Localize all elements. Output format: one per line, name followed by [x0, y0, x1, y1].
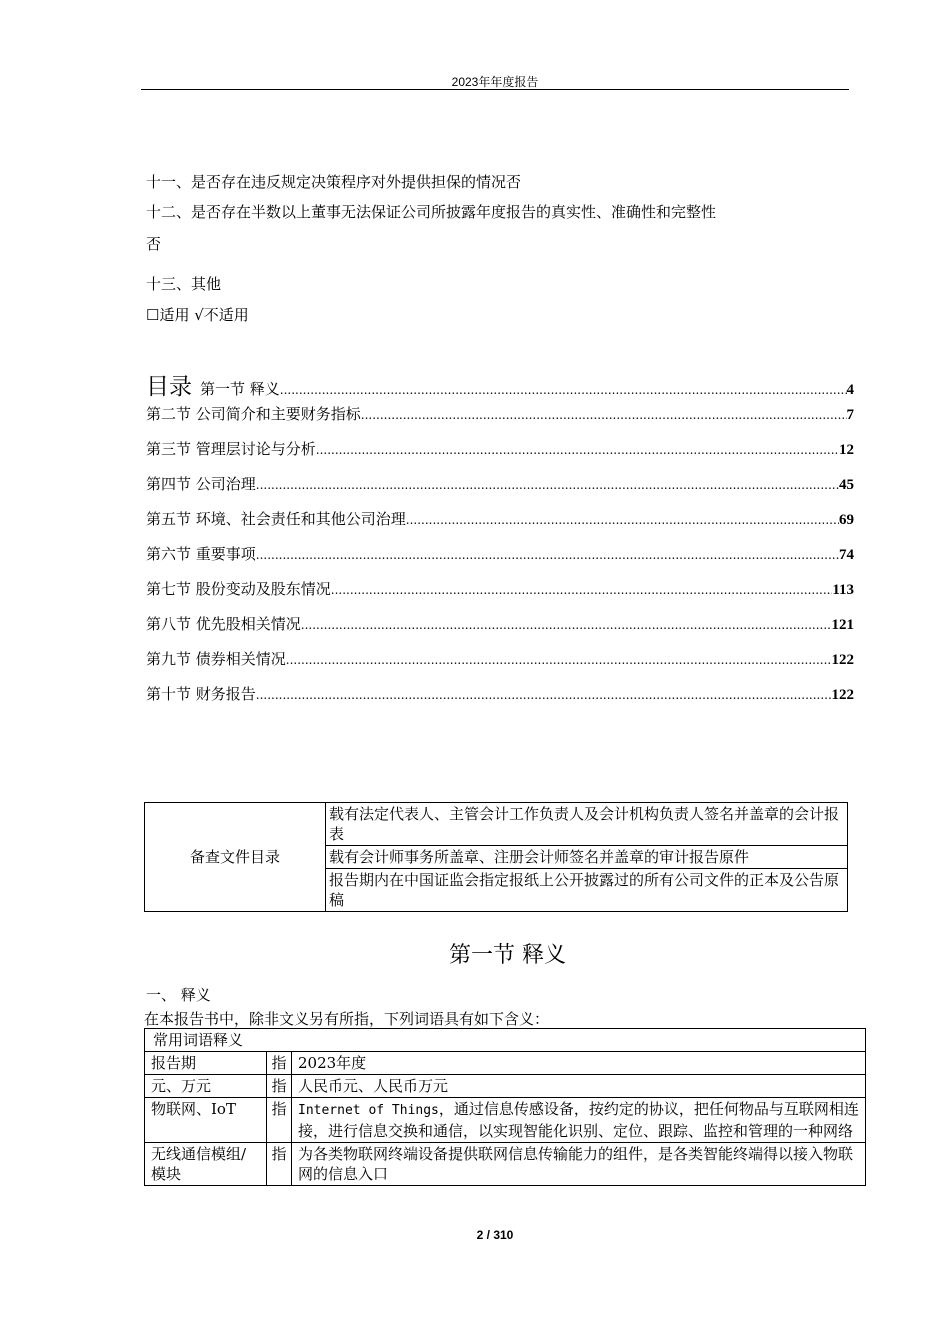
toc-entry-label: 第五节 环境、社会责任和其他公司治理	[146, 510, 406, 528]
toc-entry-page: 113	[832, 582, 854, 598]
table-row	[145, 1075, 866, 1098]
reference-docs-table	[144, 802, 848, 912]
item-12-answer: 否	[146, 235, 162, 253]
toc-entry-label: 第十节 财务报告	[146, 685, 256, 703]
toc-entry[interactable]	[146, 473, 854, 494]
toc-entry-page: 122	[831, 652, 854, 668]
toc-entry-page: 74	[839, 547, 854, 563]
toc-entry-page: 7	[846, 407, 854, 423]
toc-leader	[406, 513, 839, 527]
toc-entry-label: 第六节 重要事项	[146, 545, 256, 563]
section-intro: 在本报告书中，除非文义另有所指，下列词语具有如下含义：	[144, 1010, 550, 1028]
section-sub: 一、 释义	[146, 986, 211, 1004]
definition-text: ，通过信息传感设备，按约定的协议，把任何物品与互联网相连接，进行信息交换和通信，以实现智能化识别、定位、跟踪、监控和管理的一种网络	[298, 1100, 859, 1140]
toc-entry[interactable]	[146, 613, 854, 634]
toc-entry[interactable]	[146, 648, 854, 669]
toc-entry[interactable]	[146, 543, 854, 564]
reference-docs-label: 备查文件目录	[145, 803, 326, 912]
toc-leader	[280, 383, 847, 397]
toc-entry-page: 4	[846, 382, 854, 398]
reference-doc-item: 报告期内在中国证监会指定报纸上公开披露过的所有公司文件的正本及公告原稿	[326, 869, 848, 912]
toc-entry-page: 122	[831, 687, 854, 703]
terms-header: 常用词语释义	[145, 1029, 866, 1052]
reference-doc-item: 载有法定代表人、主管会计工作负责人及会计机构负责人签名并盖章的会计报表	[326, 803, 848, 846]
definition-en: Internet of Things	[298, 1103, 439, 1118]
definition-cell: 人民币元、人民币万元	[292, 1075, 866, 1098]
section-title: 第一节 释义	[449, 943, 566, 968]
toc-entry[interactable]	[146, 368, 854, 401]
ref-cell: 指	[267, 1075, 292, 1098]
terms-table	[144, 1028, 866, 1186]
ref-cell: 指	[267, 1098, 292, 1143]
toc-entry[interactable]	[146, 508, 854, 529]
page-header: 2023年年度报告	[451, 75, 539, 89]
toc-entry-label: 第八节 优先股相关情况	[146, 615, 301, 633]
ref-cell: 指	[267, 1143, 292, 1186]
toc-heading: 目录	[146, 374, 192, 400]
toc-entry-page: 45	[839, 477, 854, 493]
term-cell: 报告期	[145, 1052, 267, 1075]
term-cell: 物联网、IoT	[145, 1098, 267, 1143]
toc-entry[interactable]	[146, 403, 854, 424]
page-number: 2 / 310	[476, 1228, 514, 1242]
toc-entry-label: 第四节 公司治理	[146, 475, 256, 493]
toc-entry[interactable]	[146, 438, 854, 459]
term-cell: 元、万元	[145, 1075, 267, 1098]
toc-entry-page: 12	[839, 442, 854, 458]
ref-cell: 指	[267, 1052, 292, 1075]
table-row	[145, 1143, 866, 1186]
toc-leader	[256, 548, 839, 562]
definition-cell: 为各类物联网终端设备提供联网信息传输能力的组件，是各类智能终端得以接入物联网的信息入口	[292, 1143, 866, 1186]
toc-entry-label: 第二节 公司简介和主要财务指标	[146, 405, 361, 423]
toc-entry-page: 69	[839, 512, 854, 528]
toc-leader	[316, 443, 839, 457]
table-row	[145, 1098, 866, 1143]
toc-leader	[331, 583, 833, 597]
toc-leader	[286, 653, 832, 667]
toc-leader	[361, 408, 847, 422]
item-13-options: ☐适用 √不适用	[146, 306, 249, 324]
toc-entry[interactable]	[146, 683, 854, 704]
table-row	[145, 1052, 866, 1075]
toc-leader	[301, 618, 832, 632]
definition-cell	[292, 1098, 866, 1143]
toc-entry-label: 第三节 管理层讨论与分析	[146, 440, 316, 458]
toc-leader	[256, 478, 839, 492]
item-11: 十一、是否存在违反规定决策程序对外提供担保的情况否	[146, 173, 522, 191]
toc-entry-label: 第一节 释义	[200, 380, 280, 398]
header-divider	[141, 89, 849, 90]
toc-entry-label: 第七节 股份变动及股东情况	[146, 580, 331, 598]
item-12: 十二、是否存在半数以上董事无法保证公司所披露年度报告的真实性、准确性和完整性	[146, 203, 717, 221]
toc-entry[interactable]	[146, 578, 854, 599]
term-cell: 无线通信模组/模块	[145, 1143, 267, 1186]
toc-entry-label: 第九节 债券相关情况	[146, 650, 286, 668]
toc-leader	[256, 688, 832, 702]
definition-cell: 2023年度	[292, 1052, 866, 1075]
reference-doc-item: 载有会计师事务所盖章、注册会计师签名并盖章的审计报告原件	[326, 846, 848, 869]
toc-entry-page: 121	[831, 617, 854, 633]
item-13: 十三、其他	[146, 275, 222, 293]
